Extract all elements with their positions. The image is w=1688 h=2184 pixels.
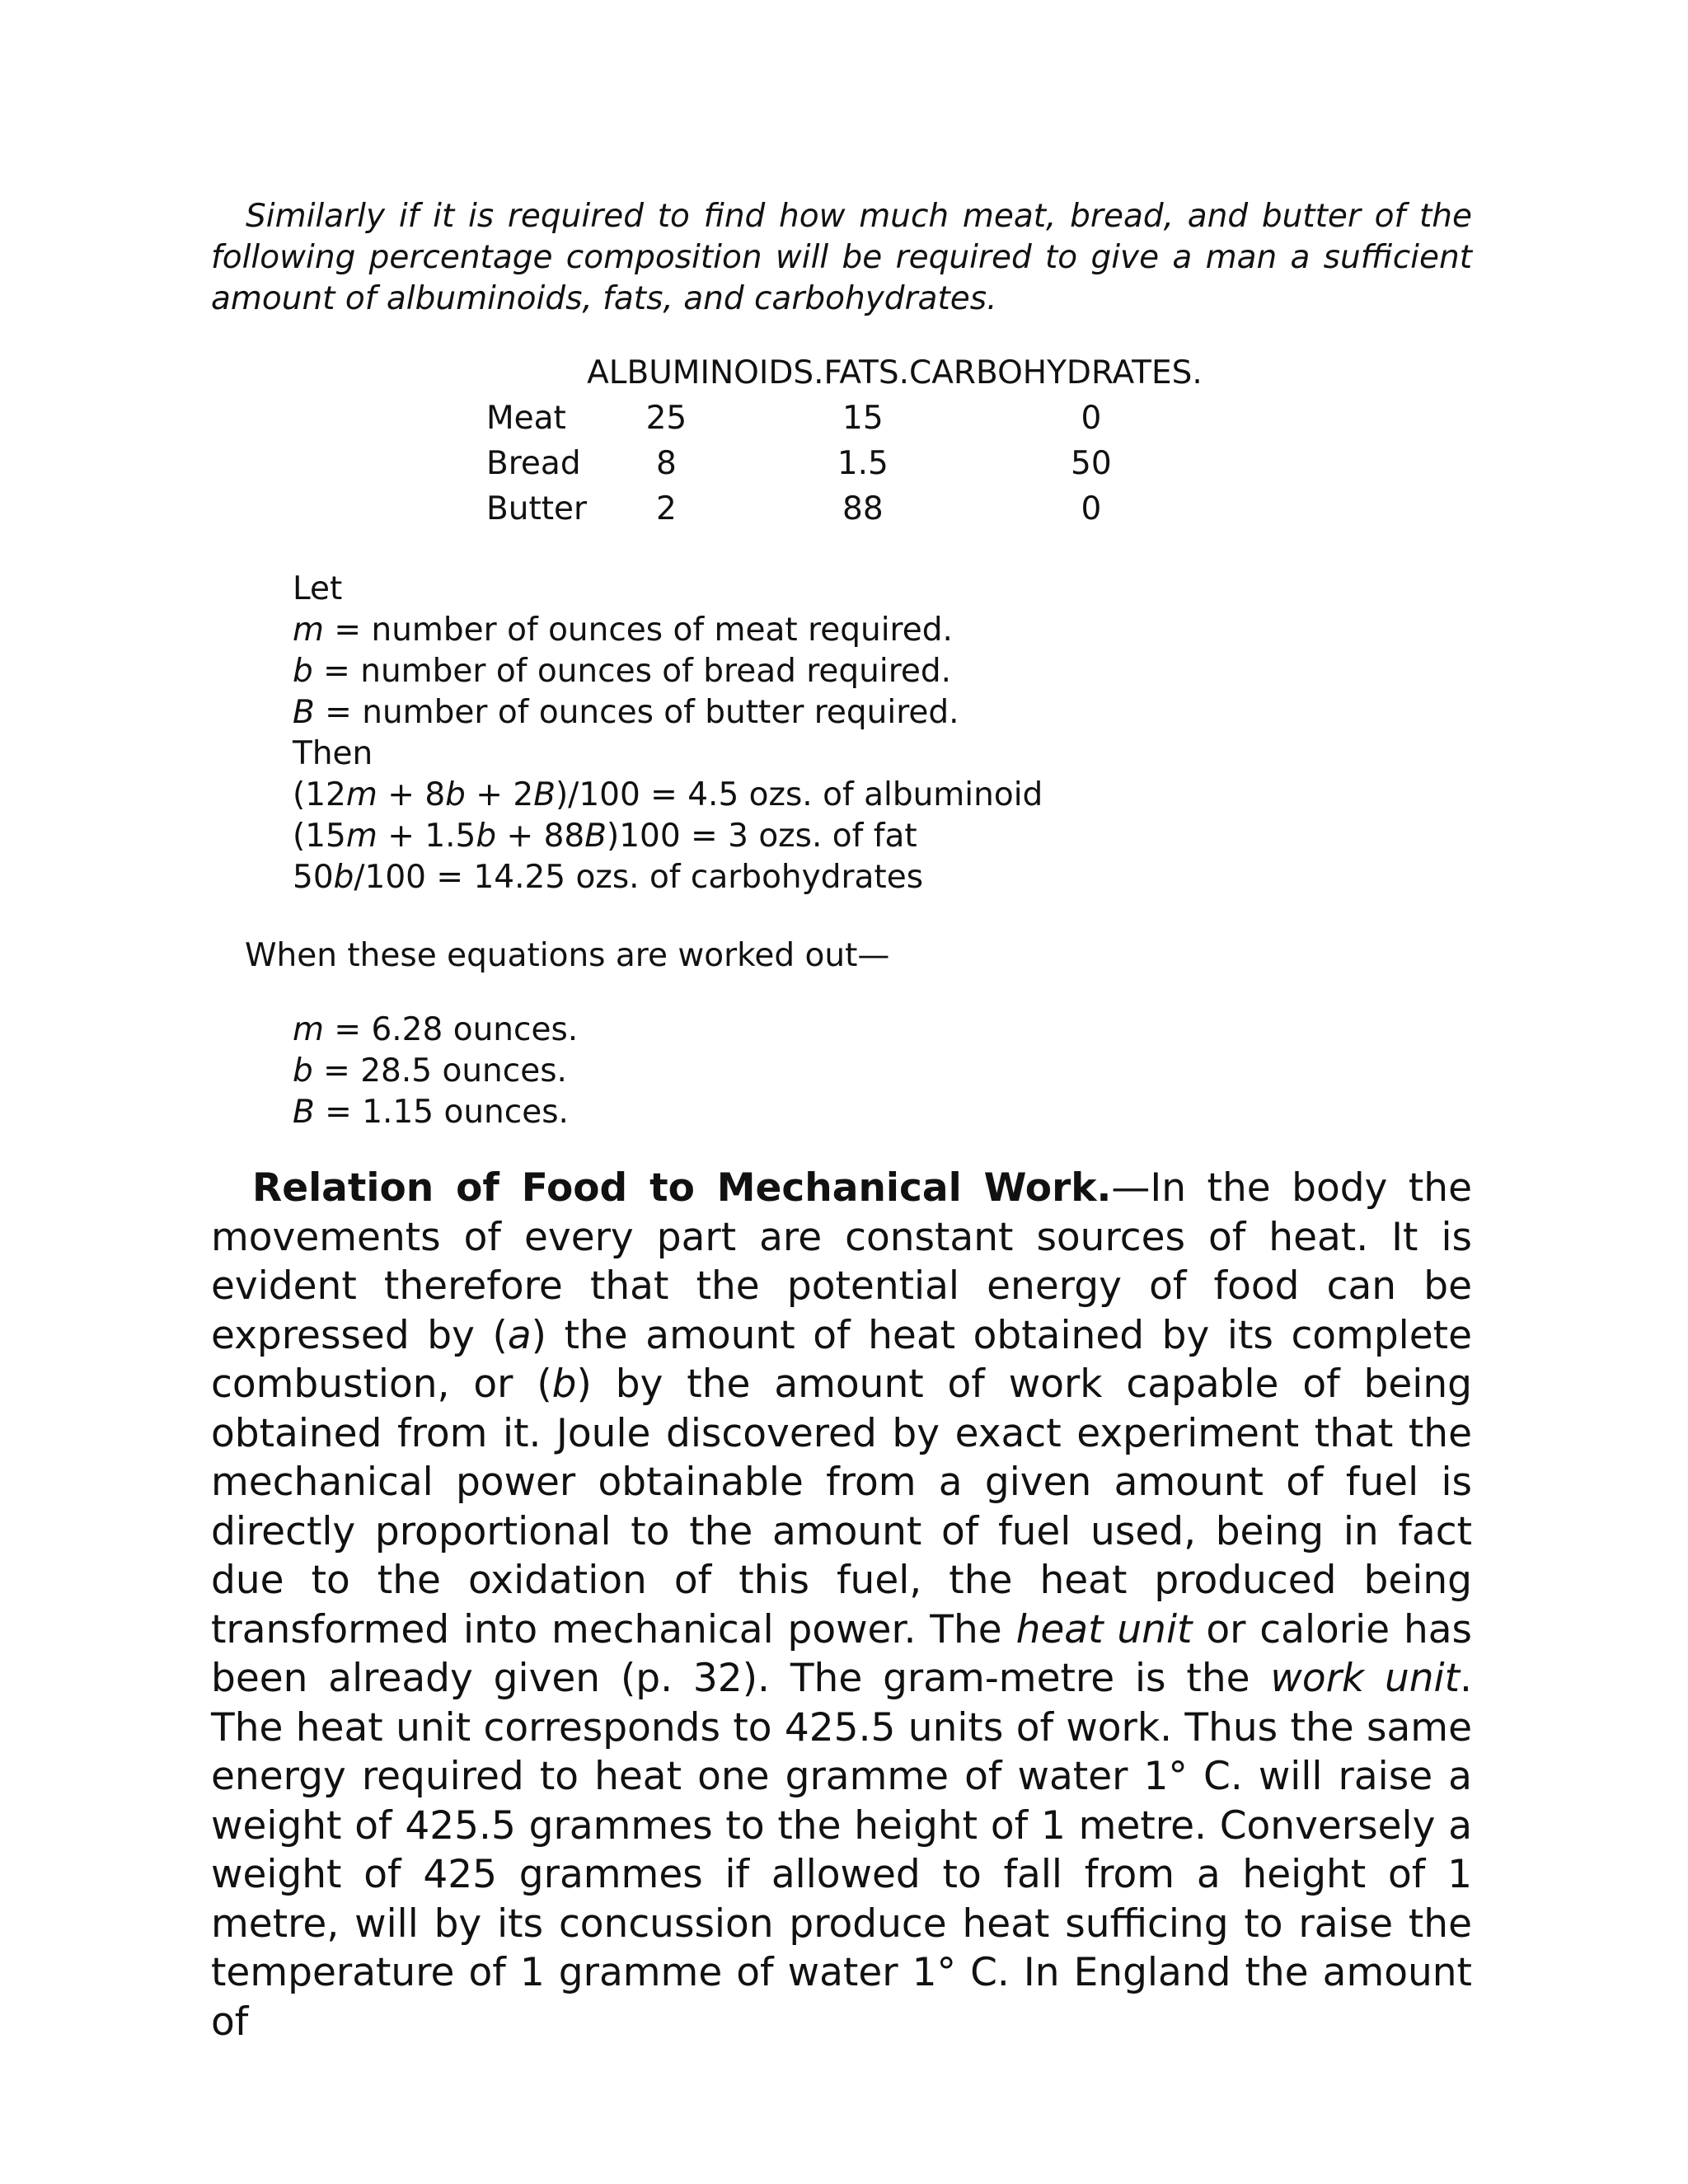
main-italic-b: b [551,1361,577,1407]
cell-meat-albuminoids: 25 [645,400,687,437]
header-fats: FATS. [823,354,909,391]
definition-B [293,692,1447,733]
eq-var: m [345,818,377,855]
result-value: = 6.28 ounces. [324,1011,579,1048]
cell-butter-carbohydrates: 0 [1081,490,1102,527]
definitions-block [293,569,1447,898]
header-albuminoids: ALBUMINOIDS. [587,354,824,391]
section-heading: Relation of Food to Mechanical Work. [252,1165,1112,1211]
eq-part: 50 [293,859,334,896]
table-row [486,396,1203,441]
cell-meat-carbohydrates: 0 [1081,400,1102,437]
header-carbohydrates: CARBOHYDRATES. [909,354,1203,391]
main-paragraph [211,1164,1472,2046]
table-row [486,441,1203,486]
equation-albuminoid [293,775,1447,816]
cell-butter-albuminoids: 2 [656,490,677,527]
row-label-bread: Bread [486,445,581,482]
results-block [293,1010,1117,1133]
result-b [293,1051,1117,1092]
definition-b-text: = number of ounces of bread required. [312,653,952,690]
row-label-butter: Butter [486,490,588,527]
equation-fat [293,816,1447,857]
result-var: b [293,1052,313,1090]
var-b: b [293,653,313,690]
eq-part: )100 = 3 ozs. of fat [606,818,917,855]
eq-var: b [445,776,466,813]
table-row [486,486,1203,532]
definition-b [293,651,1447,692]
eq-part: /100 = 14.25 ozs. of carbohydrates [354,859,924,896]
then-line: Then [293,735,373,772]
cell-butter-fats: 88 [842,490,884,527]
intro-paragraph: Similarly if it is required to find how much meat, bread, and butter of the following percentage composition will be required to give a man a sufficient amount of albuminoids, fats, and carbohydrates. [211,198,1472,317]
main-text-5: . The heat unit corresponds to 425.5 units of work. Thus the same energy required to heat one gramme of water 1° C. will raise a weight of 425.5 grammes to the height of 1 metre. Conversely a weight of 425 grammes if allowed to fall from a height of 1 metre, will by its concussion produce heat sufficing to raise the temperature of 1 gramme of water 1° C. In England the amount of [211,1656,1472,2045]
result-B [293,1092,1117,1133]
composition-grid [486,350,1203,532]
eq-var: m [345,776,377,813]
main-italic-heat-unit: heat unit [1015,1606,1193,1652]
main-italic-a: a [507,1312,532,1358]
result-value: = 28.5 ounces. [312,1052,567,1090]
main-italic-work-unit: work unit [1270,1656,1461,1701]
definition-m [293,610,1447,651]
result-var: m [293,1011,324,1048]
eq-part: (15 [293,818,346,855]
result-m [293,1010,1117,1051]
eq-part: + 8 [377,776,446,813]
main-text-3: ) by the amount of work capable of being obtained from it. Joule discovered by exact experiment that the mechanical power obtainable from a given amount of fuel is directly proportional to the amount of fuel used, being in fact due to the oxidation of this fuel, the heat produced being transformed into mechanical power. The [211,1361,1472,1652]
let-line: Let [293,570,343,607]
var-m: m [293,612,324,649]
cell-bread-carbohydrates: 50 [1071,445,1112,482]
eq-part: + 88 [496,818,585,855]
eq-part: (12 [293,776,346,813]
main-text-2: ) the amount of heat obtained by its complete combustion, or ( [211,1312,1472,1407]
eq-var: B [584,818,607,855]
cell-bread-fats: 1.5 [837,445,889,482]
result-value: = 1.15 ounces. [314,1094,569,1131]
definition-m-text: = number of ounces of meat required. [324,612,953,649]
table-header-row [486,350,1203,396]
equation-carbohydrates [293,857,1447,898]
main-text-1: —In the body the movements of every part are constant sources of heat. It is evident therefore that the potential energy of food can be expressed by ( [211,1165,1472,1358]
eq-var: B [533,776,556,813]
cell-meat-fats: 15 [842,400,884,437]
table-header [587,350,1203,396]
eq-part: )/100 = 4.5 ozs. of albuminoid [555,776,1043,813]
eq-var: b [476,818,497,855]
eq-part: + 2 [465,776,534,813]
eq-var: b [333,859,354,896]
result-var: B [293,1094,315,1131]
var-B: B [293,694,315,731]
eq-part: + 1.5 [377,818,476,855]
cell-bread-albuminoids: 8 [656,445,677,482]
composition-table [486,350,1228,532]
main-text-4: or calorie has been already given (p. 32). The gram-metre is the [211,1606,1473,1701]
definition-B-text: = number of ounces of butter required. [314,694,959,731]
row-label-meat: Meat [486,400,566,437]
worked-out-line: When these equations are worked out— [245,937,890,974]
empty-header-cell [486,350,587,396]
